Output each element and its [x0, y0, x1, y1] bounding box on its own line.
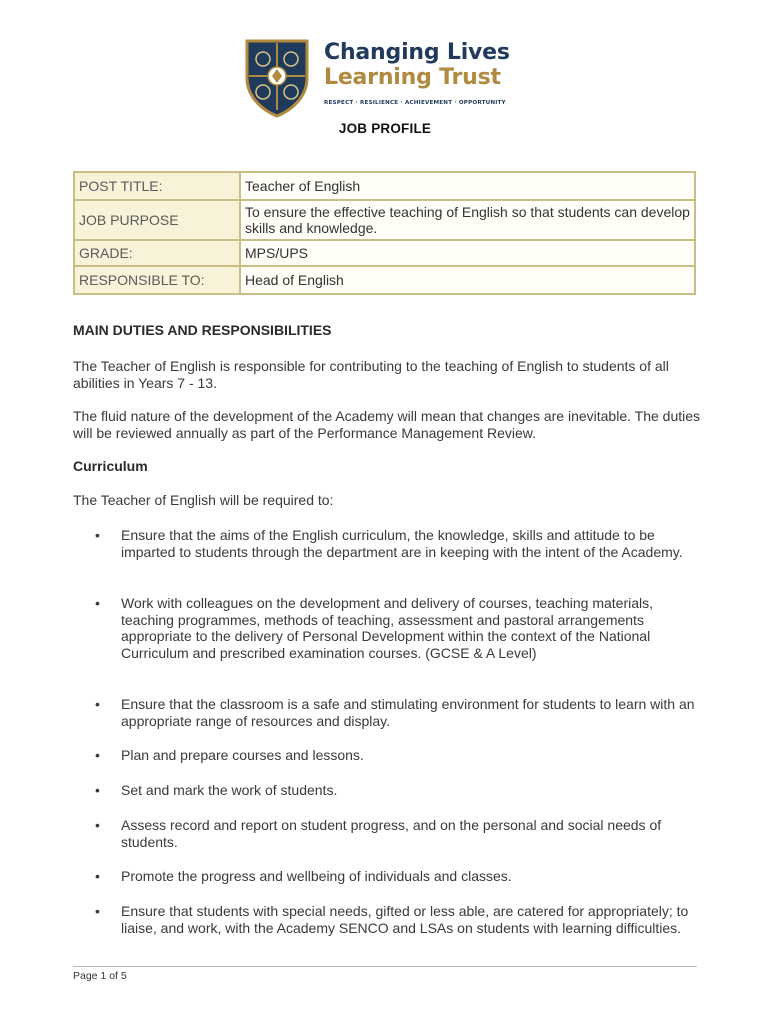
grade-label: GRADE:	[74, 240, 240, 266]
list-item: • Assess record and report on student progress, and on the personal and social needs of students.	[95, 817, 662, 850]
list-item: • Ensure that the classroom is a safe and stimulating environment for students to learn with an appropriate range of resources and display.	[95, 696, 695, 729]
post-title-label: POST TITLE:	[74, 172, 240, 200]
trust-logo	[244, 38, 540, 118]
footer-divider	[73, 966, 697, 967]
bullet-icon: •	[95, 595, 100, 611]
section-heading: MAIN DUTIES AND RESPONSIBILITIES	[73, 322, 332, 338]
table-row	[74, 266, 695, 294]
intro-paragraph: The Teacher of English is responsible for contributing to the teaching of English to students of all abilities in Years 7 - 13.	[73, 358, 669, 391]
intro-paragraph: The fluid nature of the development of the Academy will mean that changes are inevitable. The duties will be reviewed annually as part of the Performance Management Review.	[73, 408, 701, 441]
list-item: • Plan and prepare courses and lessons.	[95, 747, 364, 763]
post-title-value: Teacher of English	[240, 172, 695, 200]
responsible-to-value: Head of English	[240, 266, 695, 294]
job-purpose-value: To ensure the effective teaching of English so that students can develop skills and knowledge.	[240, 200, 695, 240]
bullet-icon: •	[95, 817, 100, 833]
logo-name-line2: Learning Trust	[324, 65, 501, 90]
page-number: Page 1 of 5	[73, 970, 127, 982]
logo-tagline: RESPECT · RESILIENCE · ACHIEVEMENT · OPPORTUNITY	[324, 100, 506, 106]
job-purpose-label: JOB PURPOSE	[74, 200, 240, 240]
bullet-icon: •	[95, 696, 100, 712]
bullet-icon: •	[95, 782, 100, 798]
grade-value: MPS/UPS	[240, 240, 695, 266]
list-item: • Work with colleagues on the development and delivery of courses, teaching materials, teaching programmes, methods of teaching, assessment and pastoral arrangements appropriate to the delivery of Personal Development within the context of the National Curriculum and prescribed examination courses. (GCSE & A Level)	[95, 595, 654, 661]
bullet-icon: •	[95, 527, 100, 543]
crest-icon	[244, 38, 310, 118]
curriculum-intro: The Teacher of English will be required to:	[73, 492, 334, 508]
list-item: • Promote the progress and wellbeing of individuals and classes.	[95, 868, 512, 884]
document-title: JOB PROFILE	[338, 121, 432, 136]
bullet-icon: •	[95, 747, 100, 763]
list-item: • Set and mark the work of students.	[95, 782, 338, 798]
responsible-to-label: RESPONSIBLE TO:	[74, 266, 240, 294]
bullet-icon: •	[95, 868, 100, 884]
job-info-table	[73, 171, 696, 295]
bullet-icon: •	[95, 903, 100, 919]
table-row	[74, 240, 695, 266]
table-row	[74, 200, 695, 240]
list-item: • Ensure that the aims of the English curriculum, the knowledge, skills and attitude to be imparted to students through the department are in keeping with the intent of the Academy.	[95, 527, 683, 560]
curriculum-heading: Curriculum	[73, 458, 148, 474]
logo-name-line1: Changing Lives	[324, 40, 510, 65]
list-item: • Ensure that students with special needs, gifted or less able, are catered for appropriately; to liaise, and work, with the Academy SENCO and LSAs on students with learning difficulties.	[95, 903, 689, 936]
table-row	[74, 172, 695, 200]
